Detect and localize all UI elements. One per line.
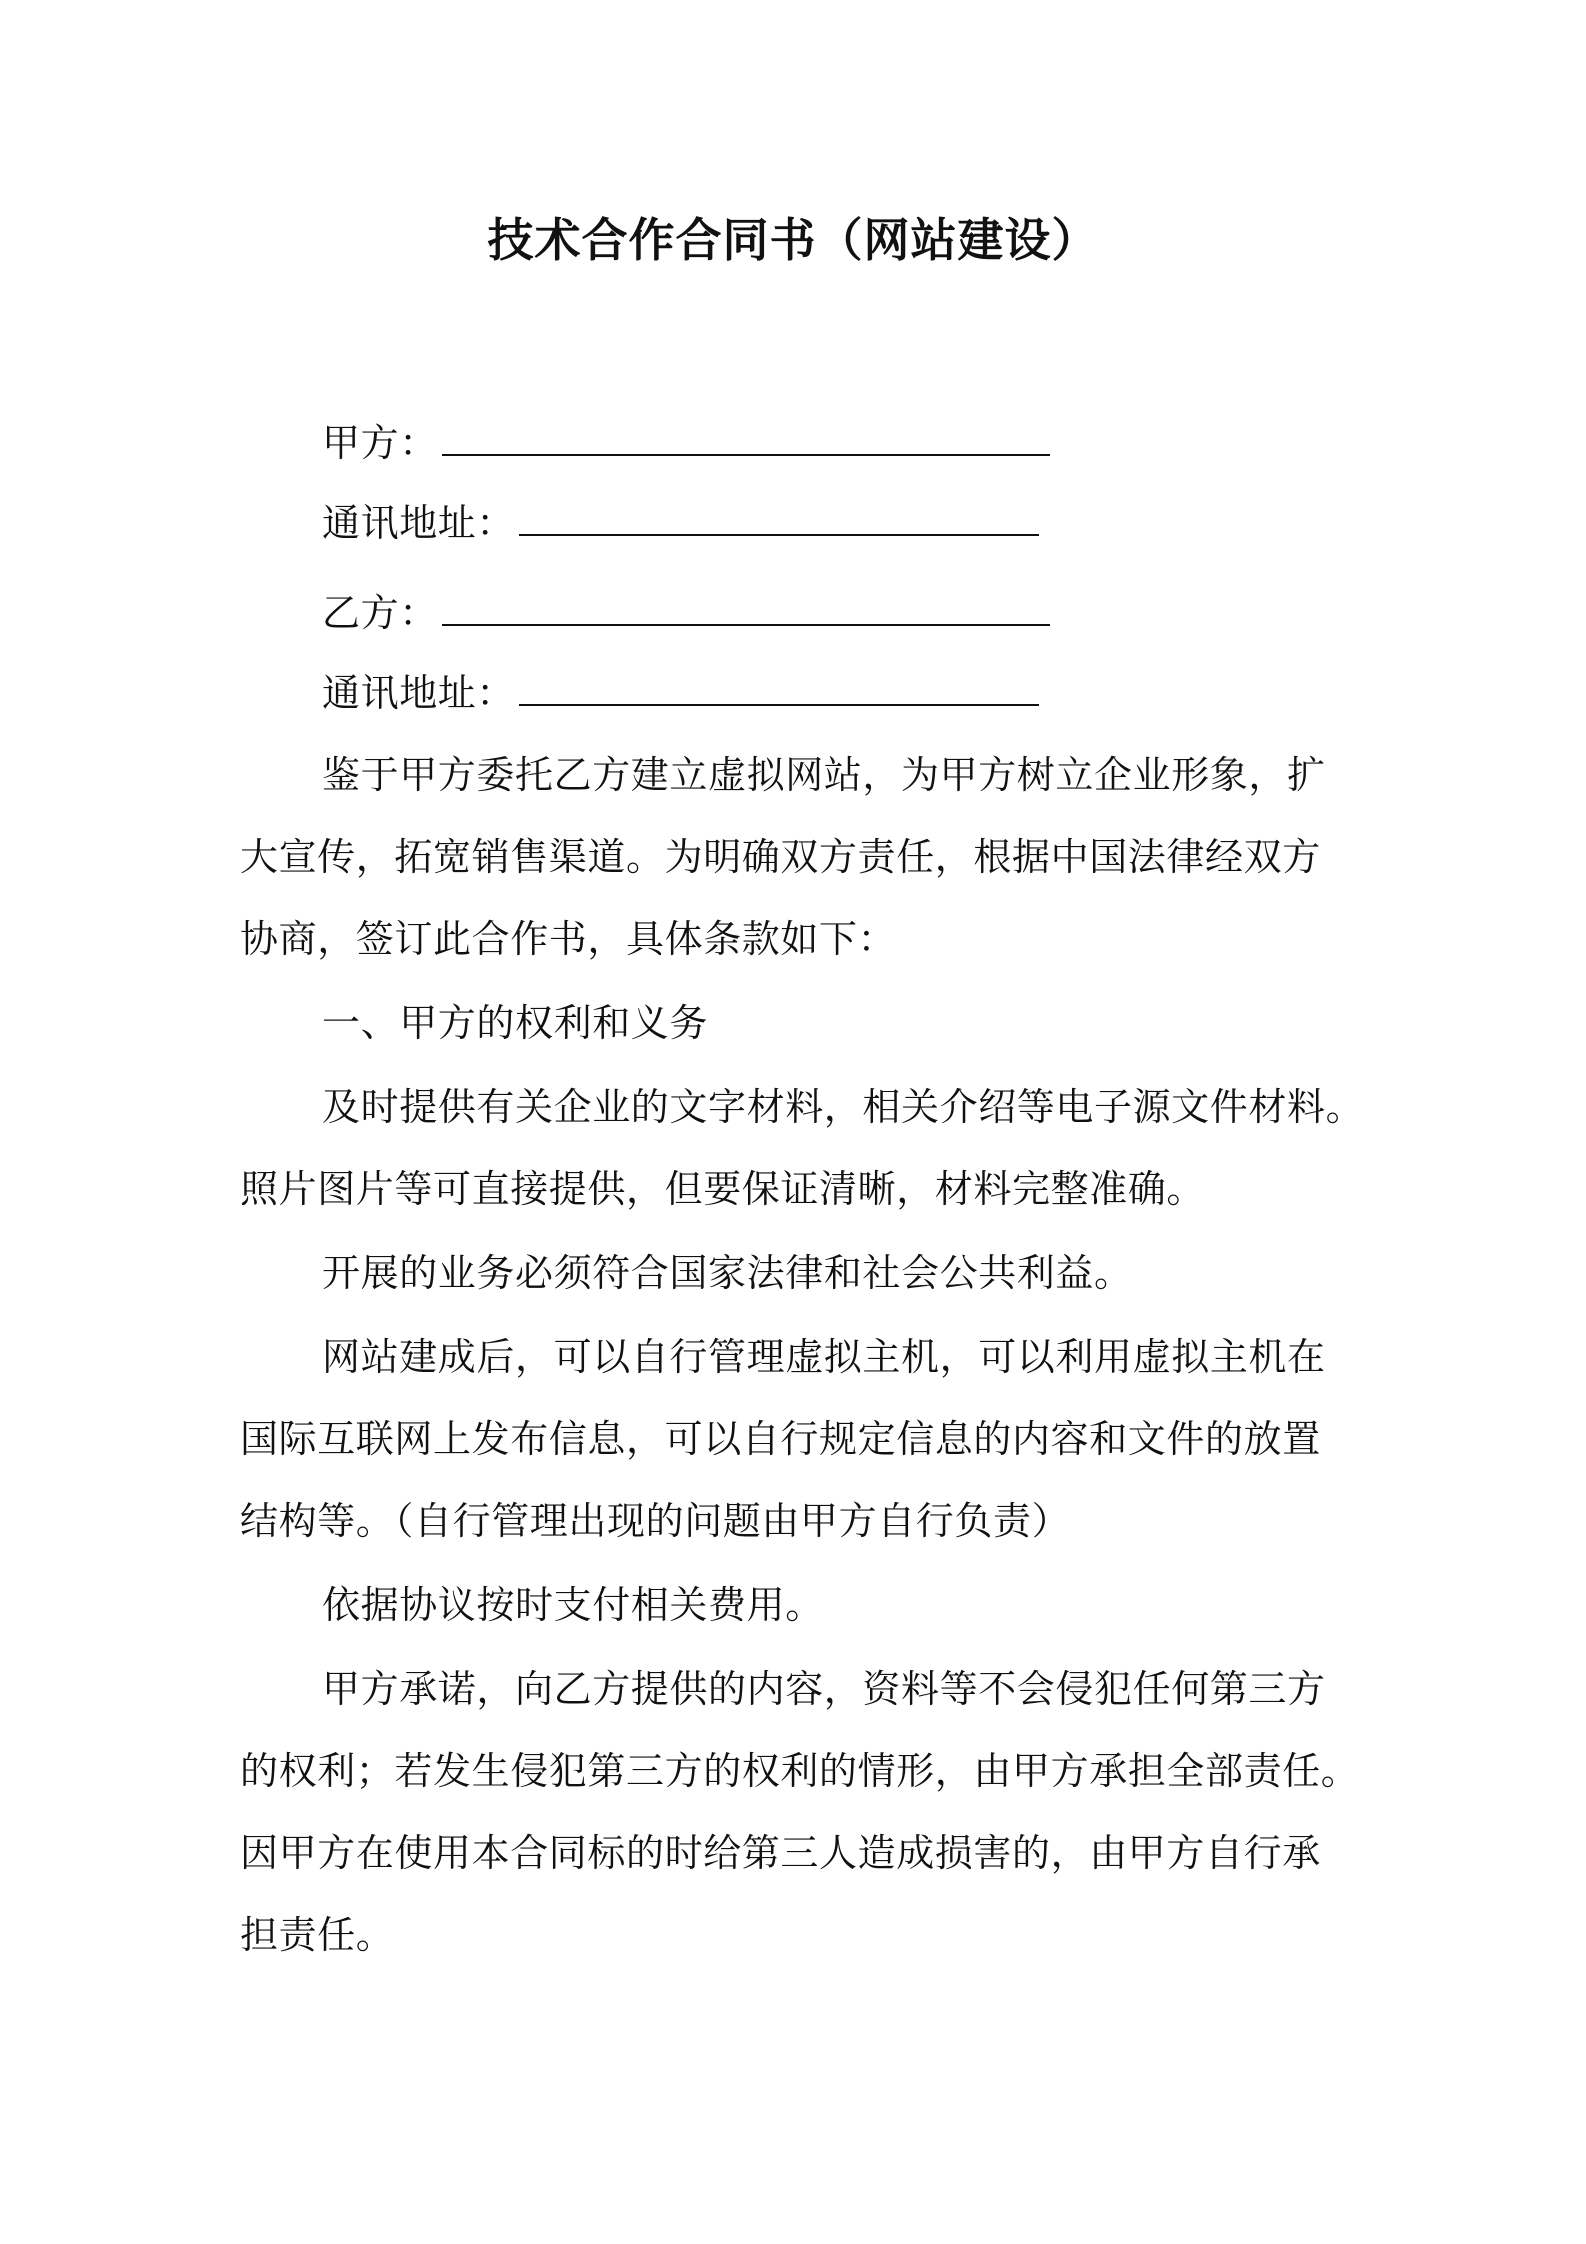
- party-a-label: 甲方：: [322, 421, 438, 465]
- clause-3-line-3: 结构等。（自行管理出现的问题由甲方自行负责）: [240, 1499, 1071, 1543]
- clause-5-line-1: 甲方承诺，向乙方提供的内容，资料等不会侵犯任何第三方: [322, 1667, 1326, 1711]
- party-b-field: [322, 588, 1050, 638]
- party-a-address-label: 通讯地址：: [322, 501, 516, 545]
- party-a-blank: [442, 424, 1050, 456]
- party-b-address-blank: [519, 674, 1039, 706]
- clause-1-line-2: 照片图片等可直接提供，但要保证清晰，材料完整准确。: [240, 1167, 1206, 1211]
- clause-3-line-1: 网站建成后，可以自行管理虚拟主机，可以利用虚拟主机在: [322, 1335, 1326, 1379]
- party-b-address-field: [322, 668, 1039, 718]
- party-b-address-label: 通讯地址：: [322, 671, 516, 715]
- clause-5-line-4: 担责任。: [240, 1913, 395, 1957]
- party-b-blank: [442, 594, 1050, 626]
- clause-3-line-2: 国际互联网上发布信息，可以自行规定信息的内容和文件的放置: [240, 1417, 1321, 1461]
- section-heading-1: 一、甲方的权利和义务: [322, 1001, 709, 1045]
- party-a-field: [322, 418, 1050, 468]
- party-a-address-field: [322, 498, 1039, 548]
- clause-1-line-1: 及时提供有关企业的文字材料，相关介绍等电子源文件材料。: [322, 1085, 1365, 1129]
- document-title: 技术合作合同书（网站建设）: [487, 213, 1099, 267]
- clause-5-line-2: 的权利；若发生侵犯第三方的权利的情形，由甲方承担全部责任。: [240, 1749, 1360, 1793]
- preamble-line-2: 大宣传，拓宽销售渠道。为明确双方责任，根据中国法律经双方: [240, 835, 1321, 879]
- clause-4-line-1: 依据协议按时支付相关费用。: [322, 1583, 824, 1627]
- clause-2-line-1: 开展的业务必须符合国家法律和社会公共利益。: [322, 1251, 1133, 1295]
- party-a-address-blank: [519, 504, 1039, 536]
- preamble-line-3: 协商，签订此合作书，具体条款如下：: [240, 917, 897, 961]
- preamble-line-1: 鉴于甲方委托乙方建立虚拟网站，为甲方树立企业形象，扩: [322, 753, 1326, 797]
- party-b-label: 乙方：: [322, 591, 438, 635]
- clause-5-line-3: 因甲方在使用本合同标的时给第三人造成损害的，由甲方自行承: [240, 1831, 1321, 1875]
